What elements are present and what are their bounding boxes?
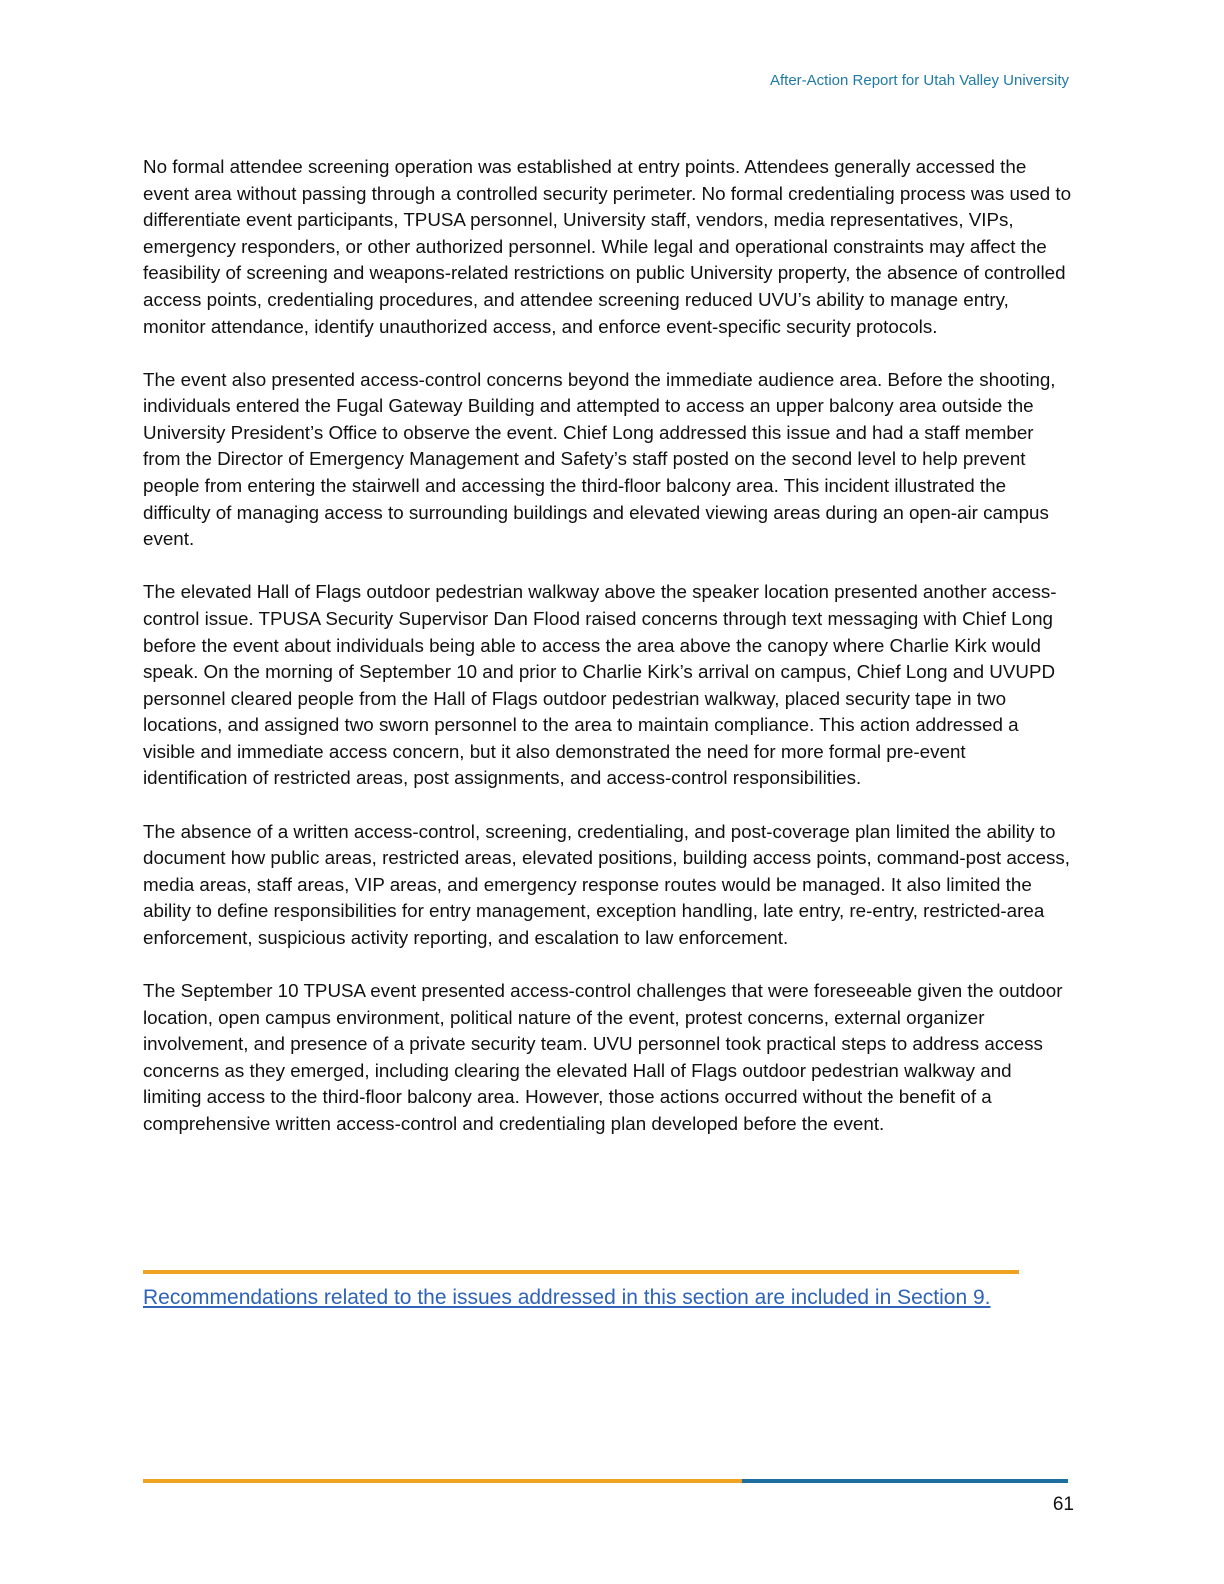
footer-rule-orange: [143, 1479, 742, 1483]
body-paragraph: No formal attendee screening operation was established at entry points. Attendees generally accessed the event area without passing through a controlled security perimeter. No formal credentialing process was used to differentiate event participants, TPUSA personnel, University staff, vendors, media representatives, VIPs, emergency responders, or other authorized personnel. While legal and operational constraints may affect the feasibility of screening and weapons-related restrictions on public University property, the absence of controlled access points, credentialing procedures, and attendee screening reduced UVU’s ability to manage entry, monitor attendance, identify unauthorized access, and enforce event-specific security protocols.: [143, 156, 1072, 337]
body-paragraph: The September 10 TPUSA event presented access-control challenges that were foreseeable given the outdoor location, open campus environment, political nature of the event, protest concerns, external organizer involvement, and presence of a private security team. UVU personnel took practical steps to address access concerns as they emerged, including clearing the elevated Hall of Flags outdoor pedestrian walkway and limiting access to the third-floor balcony area. However, those actions occurred without the benefit of a comprehensive written access-control and credentialing plan developed before the event.: [143, 980, 1063, 1134]
page-number: 61: [1052, 1494, 1074, 1515]
footer-rule-blue: [742, 1479, 1068, 1483]
body-paragraph: The elevated Hall of Flags outdoor pedestrian walkway above the speaker location presented another access-control issue. TPUSA Security Supervisor Dan Flood raised concerns through text messaging with Chief Long before the event about individuals being able to access the area above the canopy where Charlie Kirk would speak. On the morning of September 10 and prior to Charlie Kirk’s arrival on campus, Chief Long and UVUPD personnel cleared people from the Hall of Flags outdoor pedestrian walkway, placed security tape in two locations, and assigned two sworn personnel to the area to maintain compliance. This action addressed a visible and immediate access concern, but it also demonstrated the need for more formal pre-event identification of restricted areas, post assignments, and access-control responsibilities.: [143, 581, 1057, 789]
report-body: [143, 154, 1073, 1164]
recommendations-link[interactable]: Recommendations related to the issues addressed in this section are included in Section 9.: [143, 1286, 991, 1309]
body-paragraph: The absence of a written access-control, screening, credentialing, and post-coverage plan limited the ability to document how public areas, restricted areas, elevated positions, building access points, command-post access, media areas, staff areas, VIP areas, and emergency response routes would be managed. It also limited the ability to define responsibilities for entry management, exception handling, late entry, re-entry, restricted-area enforcement, suspicious activity reporting, and escalation to law enforcement.: [143, 820, 1071, 948]
body-paragraph: The event also presented access-control concerns beyond the immediate audience area. Before the shooting, individuals entered the Fugal Gateway Building and attempted to access an upper balcony area outside the University President’s Office to observe the event. Chief Long addressed this issue and had a staff member from the Director of Emergency Management and Safety’s staff posted on the second level to help prevent people from entering the stairwell and accessing the third-floor balcony area. This incident illustrated the difficulty of managing access to surrounding buildings and elevated viewing areas during an open-air campus event.: [143, 368, 1056, 550]
running-header: After-Action Report for Utah Valley University: [770, 72, 1069, 89]
section-divider: [143, 1270, 1019, 1274]
